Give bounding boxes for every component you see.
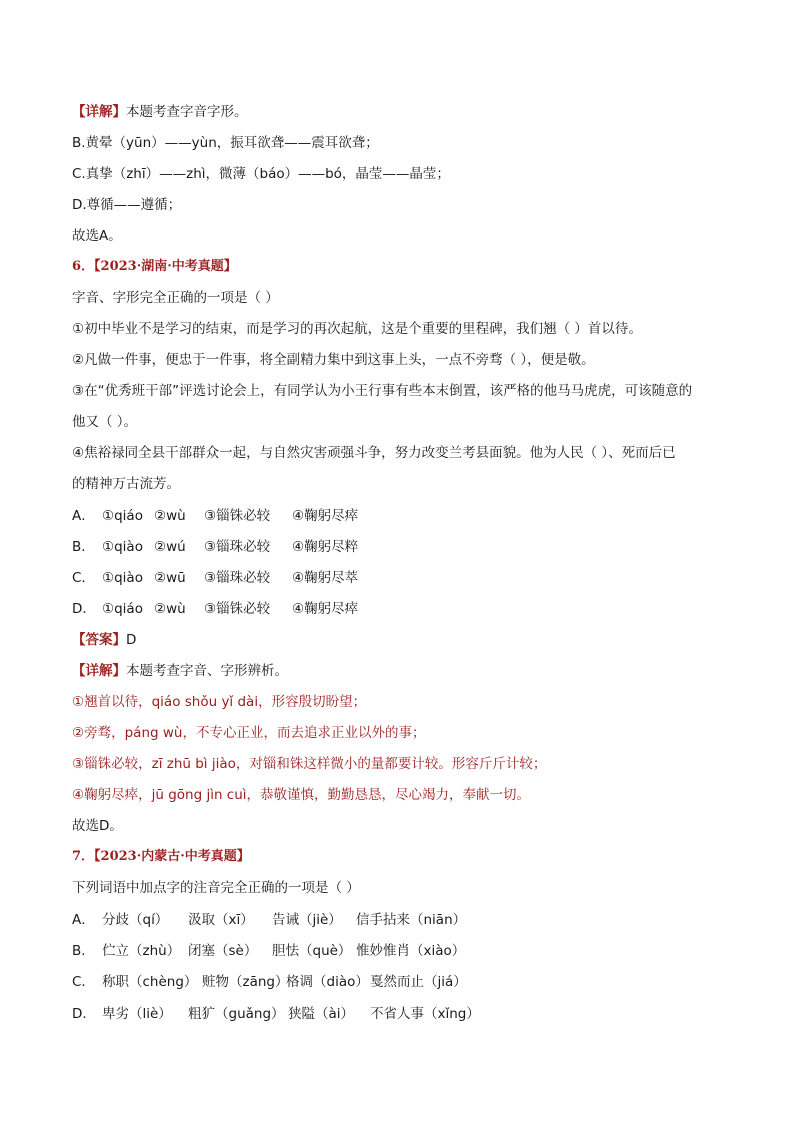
q6-item-4-cont: 的精神万古流芳。 <box>72 476 180 492</box>
q6-item-3: ③在“优秀班干部”评选讨论会上，有同学认为小王行事有些本末倒置，该严格的他马马虎虎，可该随意的 <box>72 383 693 399</box>
detail-intro: 本题考查字音、字形辨析。 <box>126 663 288 679</box>
option-cell: ③锱珠必较 <box>204 539 271 555</box>
option-cell: 卑劣（liè） <box>102 1006 172 1022</box>
option-cell: ①qiáo <box>102 601 143 617</box>
option-letter: D． <box>72 601 96 617</box>
q6-detail-1: ①翘首以待，qiáo shǒu yǐ dài，形容殷切盼望； <box>72 694 367 710</box>
option-cell: ④鞠躬尽瘁 <box>292 601 359 617</box>
answer-value: D <box>126 632 137 648</box>
option-cell: 格调（diào） <box>286 974 369 990</box>
detail-b-line: B.黄晕（yūn）——yùn，振耳欲聋——震耳欲聋； <box>72 135 379 151</box>
q7-heading: 7．【2023·内蒙古·中考真题】 <box>72 849 250 864</box>
option-cell: 伫立（zhù） <box>102 943 181 959</box>
q6-option-b <box>72 537 358 557</box>
option-letter: B． <box>72 539 95 555</box>
detail-label: 【详解】 <box>72 104 126 120</box>
q7-option-a <box>72 910 466 930</box>
option-cell: ④鞠躬尽瘁 <box>292 508 359 524</box>
option-letter: C． <box>72 974 95 990</box>
q6-item-1: ①初中毕业不是学习的结束，而是学习的再次起航，这是个重要的里程碑，我们翘（ ）首以待。 <box>72 321 642 337</box>
option-letter: A． <box>72 912 95 928</box>
option-cell: 汲取（xī） <box>188 912 254 928</box>
option-cell: 不省人事（xǐng） <box>370 1006 480 1022</box>
detail-line <box>72 102 248 122</box>
q6-heading: 6．【2023·湖南·中考真题】 <box>72 259 237 274</box>
q6-detail-2: ②旁骛，páng wù，不专心正业，而去追求正业以外的事； <box>72 725 426 741</box>
option-cell: ①qiào <box>102 539 143 555</box>
detail-label: 【详解】 <box>72 663 126 679</box>
q6-item-4: ④焦裕禄同全县干部群众一起，与自然灾害顽强斗争，努力改变兰考县面貌。他为人民（ ）、死而后已 <box>72 445 676 461</box>
q6-stem: 字音、字形完全正确的一项是（ ） <box>72 290 279 306</box>
q6-option-d <box>72 599 358 619</box>
option-letter: D． <box>72 1006 96 1022</box>
q6-answer-line <box>72 630 136 650</box>
option-cell: 分歧（qí） <box>102 912 169 928</box>
q6-detail-line <box>72 661 288 681</box>
q6-option-a <box>72 506 358 526</box>
detail-intro: 本题考查字音字形。 <box>126 104 248 120</box>
option-cell: 赃物（zāng） <box>202 974 289 990</box>
q6-item-2: ②凡做一件事，便忠于一件事，将全副精力集中到这事上头，一点不旁骛（ ），便是敬。 <box>72 352 595 368</box>
option-cell: ④鞠躬尽粹 <box>292 539 359 555</box>
detail-conclusion: 故选A。 <box>72 228 122 244</box>
option-cell: 胆怯（què） <box>272 943 352 959</box>
option-cell: ②wū <box>154 570 186 586</box>
option-cell: ②wù <box>154 508 186 524</box>
option-letter: B． <box>72 943 95 959</box>
q7-option-b <box>72 941 465 961</box>
q6-detail-3: ③锱铢必较，zī zhū bì jiào，对锱和铢这样微小的量都要计较。形容斤斤计较； <box>72 756 547 772</box>
option-letter: A． <box>72 508 95 524</box>
option-cell: 狭隘（ài） <box>288 1006 355 1022</box>
detail-c-line: C.真挚（zhī）——zhì，微薄（báo）——bó，晶莹——晶莹； <box>72 166 450 182</box>
option-cell: 告诫（jiè） <box>272 912 342 928</box>
option-cell: ③锱铢必较 <box>204 601 271 617</box>
option-cell: 粗犷（guǎng） <box>188 1006 285 1022</box>
option-cell: 闭塞（sè） <box>188 943 258 959</box>
q6-option-c <box>72 568 358 588</box>
option-cell: ②wú <box>154 539 186 555</box>
q6-item-3-cont: 他又（ ）。 <box>72 414 138 430</box>
q6-detail-4: ④鞠躬尽瘁，jū gōng jìn cuì，恭敬谨慎，勤勤恳恳，尽心竭力，奉献一切。 <box>72 787 531 803</box>
option-cell: 信手拈来（niān） <box>356 912 467 928</box>
option-letter: C． <box>72 570 95 586</box>
q7-stem: 下列词语中加点字的注音完全正确的一项是（ ） <box>72 880 360 896</box>
detail-d-line: D.尊循——遵循； <box>72 197 182 213</box>
option-cell: 惟妙惟肖（xiào） <box>356 943 466 959</box>
option-cell: 戛然而止（jiá） <box>370 974 467 990</box>
option-cell: ①qiào <box>102 570 143 586</box>
answer-label: 【答案】 <box>72 632 126 648</box>
q6-conclusion: 故选D。 <box>72 818 123 834</box>
option-cell: ③锱铢必较 <box>204 508 271 524</box>
option-cell: 称职（chèng） <box>102 974 198 990</box>
option-cell: ①qiáo <box>102 508 143 524</box>
option-cell: ③锱珠必较 <box>204 570 271 586</box>
q7-option-c <box>72 972 467 992</box>
option-cell: ④鞠躬尽萃 <box>292 570 359 586</box>
option-cell: ②wù <box>154 601 186 617</box>
q7-option-d <box>72 1004 480 1024</box>
